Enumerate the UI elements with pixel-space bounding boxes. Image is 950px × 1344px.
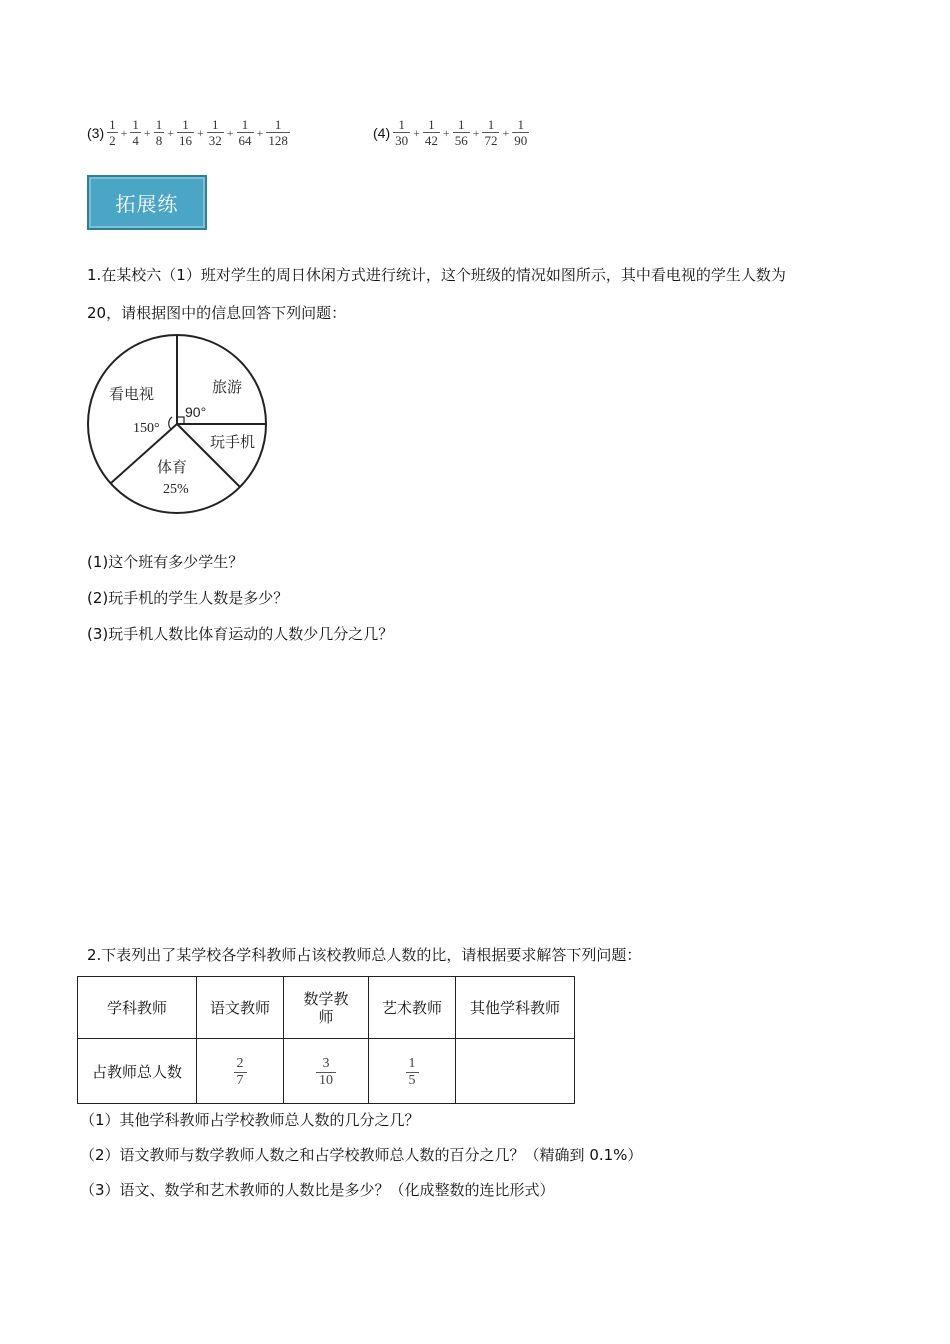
plus-sign: + xyxy=(143,125,151,140)
plus-sign: + xyxy=(167,125,174,140)
fraction-numerator: 3 xyxy=(322,1056,330,1071)
q1-sub1: (1)这个班有多少学生？ xyxy=(87,553,244,571)
th-art: 艺术教师 xyxy=(369,977,456,1039)
fraction-numerator: 1 xyxy=(109,117,116,132)
fraction-denominator: 72 xyxy=(484,133,498,148)
q2-sub2: （2）语文教师与数学教师人数之和占学校教师总人数的百分之几？（精确到 0.1%） xyxy=(80,1146,643,1164)
fraction-numerator: 1 xyxy=(274,117,282,132)
th-math xyxy=(284,977,369,1039)
plus-sign: + xyxy=(502,125,510,140)
fraction-denominator: 5 xyxy=(406,1072,419,1089)
fraction-denominator: 30 xyxy=(395,133,409,148)
fraction xyxy=(453,118,470,148)
fraction-denominator: 90 xyxy=(514,133,528,148)
pie-label-sport: 体育 xyxy=(157,458,188,476)
section-badge: 拓展练 xyxy=(87,175,207,230)
plus-sign: + xyxy=(256,125,264,140)
fraction-numerator: 1 xyxy=(487,117,495,132)
plus-sign: + xyxy=(196,125,204,140)
fraction-denominator: 7 xyxy=(234,1072,247,1089)
fraction-numerator: 1 xyxy=(212,117,219,132)
fraction-denominator: 42 xyxy=(424,133,438,148)
pie-chart xyxy=(80,328,280,523)
fraction xyxy=(423,118,440,148)
fraction xyxy=(107,118,118,148)
series-4-label: (4) xyxy=(373,125,391,141)
fraction-denominator: 16 xyxy=(178,133,192,148)
fraction-denominator: 2 xyxy=(109,133,116,148)
fraction-chinese xyxy=(234,1056,247,1089)
td-math xyxy=(284,1039,369,1104)
fraction-art xyxy=(406,1056,419,1089)
fraction-numerator: 1 xyxy=(457,117,465,132)
fraction xyxy=(237,118,254,148)
fraction xyxy=(154,118,165,148)
td-chinese xyxy=(197,1039,284,1104)
pie-label-travel: 旅游 xyxy=(212,378,243,396)
q1-text-line2: 20，请根据图中的信息回答下列问题： xyxy=(87,304,347,322)
plus-sign: + xyxy=(120,125,128,140)
q1-text-line1: 1.在某校六（1）班对学生的周日休闲方式进行统计，这个班级的情况如图所示，其中看电视的学生人数为 xyxy=(87,266,786,284)
fraction xyxy=(512,118,529,148)
fraction-math xyxy=(316,1056,336,1089)
q1-sub3: (3)玩手机人数比体育运动的人数少几分之几？ xyxy=(87,625,394,643)
plus-sign: + xyxy=(472,125,480,140)
fraction-numerator: 1 xyxy=(398,117,405,132)
pie-label-phone: 玩手机 xyxy=(210,433,256,451)
td-row-label: 占教师总人数 xyxy=(78,1039,197,1104)
fraction-denominator: 8 xyxy=(155,133,163,148)
plus-sign: + xyxy=(442,125,450,140)
plus-sign: + xyxy=(226,125,234,140)
teacher-ratio-table xyxy=(77,976,575,1104)
q2-intro: 2.下表列出了某学校各学科教师占该校教师总人数的比，请根据要求解答下列问题： xyxy=(87,946,642,964)
th-math-line1: 数学教 xyxy=(303,989,349,1008)
fraction-numerator: 1 xyxy=(428,117,435,132)
fraction-numerator: 2 xyxy=(236,1056,244,1071)
th-math-line2: 师 xyxy=(318,1007,334,1026)
pie-angle-travel: 90° xyxy=(185,404,207,420)
fraction-numerator: 1 xyxy=(132,117,139,132)
series-3-label: (3) xyxy=(87,125,105,141)
fraction xyxy=(393,118,410,148)
q2-sub1: （1）其他学科教师占学校教师总人数的几分之几？ xyxy=(80,1111,420,1129)
table-data-row xyxy=(78,1039,575,1104)
fraction xyxy=(266,118,290,148)
fraction xyxy=(482,118,499,148)
pie-pct-sport: 25% xyxy=(163,482,189,497)
plus-sign: + xyxy=(413,125,420,140)
fraction-numerator: 1 xyxy=(241,117,249,132)
series-3 xyxy=(87,118,291,148)
td-other xyxy=(456,1039,575,1104)
fraction xyxy=(177,118,194,148)
fraction-numerator: 1 xyxy=(155,117,163,132)
fraction-numerator: 1 xyxy=(182,117,189,132)
fraction-numerator: 1 xyxy=(517,117,524,132)
th-chinese: 语文教师 xyxy=(197,977,284,1039)
th-subject: 学科教师 xyxy=(78,977,197,1039)
series-4 xyxy=(373,118,530,148)
table-header-row xyxy=(78,977,575,1039)
q2-sub3: （3）语文、数学和艺术教师的人数比是多少？（化成整数的连比形式） xyxy=(80,1181,555,1199)
pie-label-tv: 看电视 xyxy=(109,385,155,403)
fraction-denominator: 32 xyxy=(208,133,222,148)
td-art xyxy=(369,1039,456,1104)
fraction-denominator: 4 xyxy=(132,133,139,148)
fraction-denominator: 56 xyxy=(454,133,468,148)
fraction-denominator: 10 xyxy=(316,1072,336,1089)
fraction xyxy=(130,118,141,148)
fraction-denominator: 64 xyxy=(238,133,252,148)
fraction-numerator: 1 xyxy=(408,1056,416,1071)
th-other: 其他学科教师 xyxy=(456,977,575,1039)
q1-sub2: (2)玩手机的学生人数是多少？ xyxy=(87,589,289,607)
pie-angle-tv: 150° xyxy=(133,421,160,436)
fraction-denominator: 128 xyxy=(268,133,288,148)
fraction xyxy=(207,118,224,148)
